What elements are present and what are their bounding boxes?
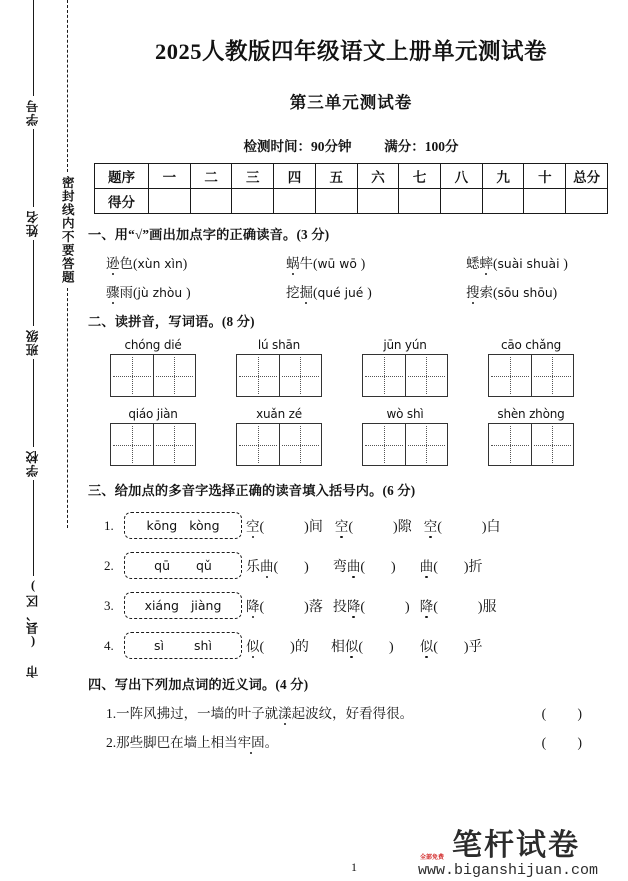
writing-grid-item [236,338,362,397]
score-cell[interactable] [357,189,399,214]
pinyin-options[interactable]: sōu shōu [497,286,553,300]
score-cell[interactable] [482,189,524,214]
dotted-character: 似 [246,639,260,654]
synonym-row [88,702,614,722]
section-heading-3: 三、给加点的多音字选择正确的读音填入括号内。(6 分) [88,483,416,498]
score-table-col-3: 三 [232,164,274,189]
page-title: 2025人教版四年级语文上册单元测试卷 [154,39,547,64]
exam-total-label: 满分：100分 [384,139,459,154]
paren-open: ( [313,256,318,271]
dotted-character: 空 [246,519,260,534]
word-head: 蟋 [466,256,480,271]
pinyin-option-2[interactable]: kòng [189,518,220,533]
info-field-banji: 班级 [25,329,40,356]
grid-pinyin-label: qiáo jiàn [128,407,178,421]
watermark-url: www.biganshijuan.com [418,862,599,879]
section-1-row [88,252,614,272]
pinyin-option-1[interactable]: kōng [146,518,178,533]
dotted-character: 漾 [278,706,292,721]
score-cell[interactable] [232,189,274,214]
polyphone-row [88,512,614,539]
section-heading-2: 二、读拼音，写词语。(8 分) [88,314,255,329]
tianzige-grid[interactable] [488,354,574,397]
pinyin-option-2[interactable]: jiàng [190,598,222,613]
sentence-pre: 那些脚巴在墙上相当 [116,735,238,750]
pinyin-option-1[interactable]: qū [154,558,170,573]
polyphone-blank[interactable]: 弯曲( ) [332,559,396,575]
tianzige-cell[interactable] [280,424,322,465]
grid-pinyin-label: xuǎn zé [256,407,302,421]
polyphone-blank[interactable]: 投降( ) [332,599,410,615]
grid-pinyin-label: shèn zhòng [497,407,565,421]
seal-dashed-line [67,288,68,528]
score-table-col-10: 十 [524,164,566,189]
watermark-badge: 全部免费 [420,853,445,861]
pinyin-option-box[interactable] [124,512,242,539]
tianzige-grid[interactable] [362,423,448,466]
item-number: 3. [104,597,114,613]
polyphone-blank[interactable]: 空( )间 [246,519,323,535]
pinyin-option-1[interactable]: sì [154,638,165,653]
section-1-row [88,281,614,301]
grid-pinyin-label: wò shì [386,407,424,421]
seal-dashed-line [67,0,68,172]
seal-line-text: 密封线内不要答题 [60,176,75,284]
dotted-character: 蟀 [479,256,493,271]
pinyin-options[interactable]: wū wō [317,257,361,271]
polyphone-blank[interactable]: 空( )白 [423,519,501,535]
answer-blank[interactable]: ( ) [541,706,596,721]
exam-paper-content [80,0,628,881]
section-heading-4: 四、写出下列加点词的近义词。(4 分) [88,677,309,692]
sentence-pre: 一阵风拂过，一墙的叶子就 [116,706,279,721]
pronunciation-item[interactable] [286,252,466,272]
item-number: 2. [104,557,114,573]
dotted-character: 曲 [419,559,434,574]
score-cell-total[interactable] [566,189,608,214]
score-cell[interactable] [274,189,316,214]
pronunciation-item[interactable] [106,252,286,272]
info-field-xuexiao: 学校 [25,450,40,477]
score-cell[interactable] [399,189,441,214]
paren-close: ) [360,256,366,271]
dotted-character: 掘 [299,285,313,300]
polyphone-row [88,632,614,659]
blank-head: 投 [332,600,347,615]
item-number: 4. [104,637,114,653]
polyphone-blank[interactable]: 曲( )折 [419,559,483,575]
polyphone-blanks [246,555,614,576]
score-cell[interactable] [441,189,483,214]
paren-close: ) [182,256,188,271]
score-table-col-1: 一 [149,164,191,189]
polyphone-blank[interactable]: 乐曲( ) [246,559,309,575]
synonym-sentence [106,731,542,751]
paren-close: ) [563,256,568,271]
grid-pinyin-label: cāo chǎng [500,338,562,352]
polyphone-blank[interactable]: 空( )隙 [334,519,412,535]
blank-tail: 落 [308,600,323,615]
polyphone-row [88,592,614,619]
word-head: 挖 [286,285,300,300]
left-margin-seal-area [0,0,80,881]
pronunciation-item[interactable] [466,281,557,301]
score-cell[interactable] [149,189,191,214]
dotted-character: 曲 [346,559,361,574]
tianzige-grid[interactable] [110,354,196,397]
info-field-xuehao: 学号 [25,99,40,126]
score-table-col-8: 八 [441,164,483,189]
dotted-character: 降 [346,599,361,614]
tianzige-grid[interactable] [236,354,322,397]
pronunciation-item[interactable] [106,281,286,301]
grid-pinyin-label: chóng dié [124,338,182,352]
exam-info-line [88,135,614,155]
synonym-sentence [106,702,542,722]
pinyin-option-box[interactable] [124,592,242,619]
blank-tail: 白 [486,520,501,535]
dotted-character: 逊 [106,256,120,271]
info-divider-line [33,240,34,326]
pinyin-option-1[interactable]: xiáng [144,598,179,613]
pinyin-options[interactable]: suài shuài [497,257,564,271]
score-cell[interactable] [315,189,357,214]
synonym-row [88,731,614,751]
writing-grid-item [362,338,488,397]
writing-grid-item [362,407,488,466]
sentence-post: 起波纹，好看得很。 [291,706,414,721]
writing-grid-item [488,338,614,397]
tianzige-grid[interactable] [236,423,322,466]
dotted-character: 搜 [466,285,480,300]
word-rest: 雨 [119,285,133,300]
info-field-shi: 市 (县、区) [25,579,40,678]
writing-grid-row [88,338,614,397]
polyphone-blanks [246,635,614,656]
tianzige-cell[interactable] [406,355,448,396]
score-table-col-total: 总分 [566,164,608,189]
dotted-character: 牢固 [237,735,265,750]
tianzige-cell[interactable] [154,355,196,396]
answer-blank[interactable]: ( ) [541,735,596,750]
score-table-col-4: 四 [274,164,316,189]
pronunciation-item[interactable] [466,252,568,272]
writing-grid-item [110,407,236,466]
seal-line-column [52,0,82,881]
tianzige-cell[interactable] [363,355,406,396]
polyphone-blanks [246,595,614,616]
tianzige-cell[interactable] [280,355,322,396]
paren-close: ) [367,285,372,300]
blank-tail: 乎 [468,640,483,655]
pinyin-options[interactable]: qué jué [317,286,368,300]
tianzige-grid[interactable] [488,423,574,466]
score-table-col-2: 二 [190,164,232,189]
polyphone-blank[interactable]: 似( )乎 [419,639,483,655]
grid-pinyin-label: jūn yún [383,338,427,352]
paren-open: ( [493,256,498,271]
tianzige-cell[interactable] [489,424,532,465]
info-divider-line [33,359,34,447]
pinyin-options[interactable]: xùn xìn [137,257,183,271]
pinyin-option-box[interactable] [124,552,242,579]
writing-grid-item [236,407,362,466]
page-number: 1 [351,860,357,874]
section-heading-1: 一、用“√”画出加点字的正确读音。(3 分) [88,227,330,242]
score-table [94,163,608,214]
exam-time-label: 检测时间：90分钟 [243,139,352,154]
dotted-character: 降 [419,599,434,614]
score-table-col-6: 六 [357,164,399,189]
tianzige-cell[interactable] [154,424,196,465]
score-cell[interactable] [190,189,232,214]
blank-head: 相 [330,640,345,655]
blank-tail: 折 [468,560,483,575]
polyphone-blank[interactable]: 降( )落 [246,599,323,615]
sentence-post: 。 [264,735,279,750]
student-info-column [18,0,48,881]
paren-open: ( [133,285,138,300]
paren-open: ( [313,285,318,300]
tianzige-cell[interactable] [111,355,154,396]
polyphone-blank[interactable]: 相似( ) [330,639,394,655]
blank-head: 乐 [246,560,260,575]
dotted-character: 空 [334,519,349,534]
dotted-character: 空 [423,519,438,534]
score-table-row-label: 得分 [95,189,149,214]
tianzige-cell[interactable] [406,424,448,465]
score-table-row-label: 题序 [95,164,149,189]
paren-close: ) [552,285,558,300]
item-number: 2. [106,735,117,750]
pinyin-options[interactable]: jù zhòu [137,286,187,300]
blank-tail: 服 [482,600,497,615]
blank-tail: 隙 [397,520,412,535]
item-number: 1. [104,517,114,533]
pinyin-option-2[interactable]: qǔ [196,558,212,573]
pronunciation-item[interactable] [286,281,466,301]
paren-open: ( [133,256,138,271]
item-number: 1. [106,706,117,721]
polyphone-blank[interactable]: 降( )服 [419,599,497,615]
paren-close: ) [186,285,191,300]
paren-open: ( [493,285,498,300]
tianzige-cell[interactable] [489,355,532,396]
info-field-xingming: 姓名 [25,210,40,237]
score-table-col-9: 九 [482,164,524,189]
unit-title: 第三单元测试卷 [289,93,413,112]
writing-grid-item [110,338,236,397]
grid-pinyin-label: lú shān [257,338,301,352]
blank-tail: 的 [294,640,309,655]
pinyin-option-2[interactable]: shì [194,638,212,653]
tianzige-cell[interactable] [111,424,154,465]
writing-grid-row [88,407,614,466]
info-divider-line [33,22,34,96]
dotted-character: 曲 [260,559,274,574]
tianzige-cell[interactable] [363,424,406,465]
info-divider-line [33,129,34,207]
dotted-character: 蜗 [286,256,300,271]
score-table-col-7: 七 [399,164,441,189]
watermark-brand: 笔杆试卷 [452,829,580,862]
info-divider-line [33,480,34,576]
word-rest: 色 [119,256,133,271]
dotted-character: 降 [246,599,260,614]
table-row-question-index [95,164,608,189]
blank-tail: 间 [308,520,323,535]
polyphone-blanks [246,515,614,536]
word-rest: 牛 [299,256,313,271]
dotted-character: 似 [419,639,434,654]
score-table-col-5: 五 [315,164,357,189]
blank-head: 弯 [332,560,347,575]
tianzige-cell[interactable] [532,424,574,465]
polyphone-blank[interactable]: 似( )的 [246,639,309,655]
table-row-score [95,189,608,214]
word-rest: 索 [479,285,493,300]
writing-grid-item [488,407,614,466]
info-divider-line [33,0,34,22]
tianzige-grid[interactable] [362,354,448,397]
tianzige-grid[interactable] [110,423,196,466]
dotted-character: 似 [344,639,359,654]
tianzige-cell[interactable] [532,355,574,396]
dotted-character: 骤 [106,285,120,300]
polyphone-row [88,552,614,579]
tianzige-cell[interactable] [237,424,280,465]
score-cell[interactable] [524,189,566,214]
pinyin-option-box[interactable] [124,632,242,659]
tianzige-cell[interactable] [237,355,280,396]
